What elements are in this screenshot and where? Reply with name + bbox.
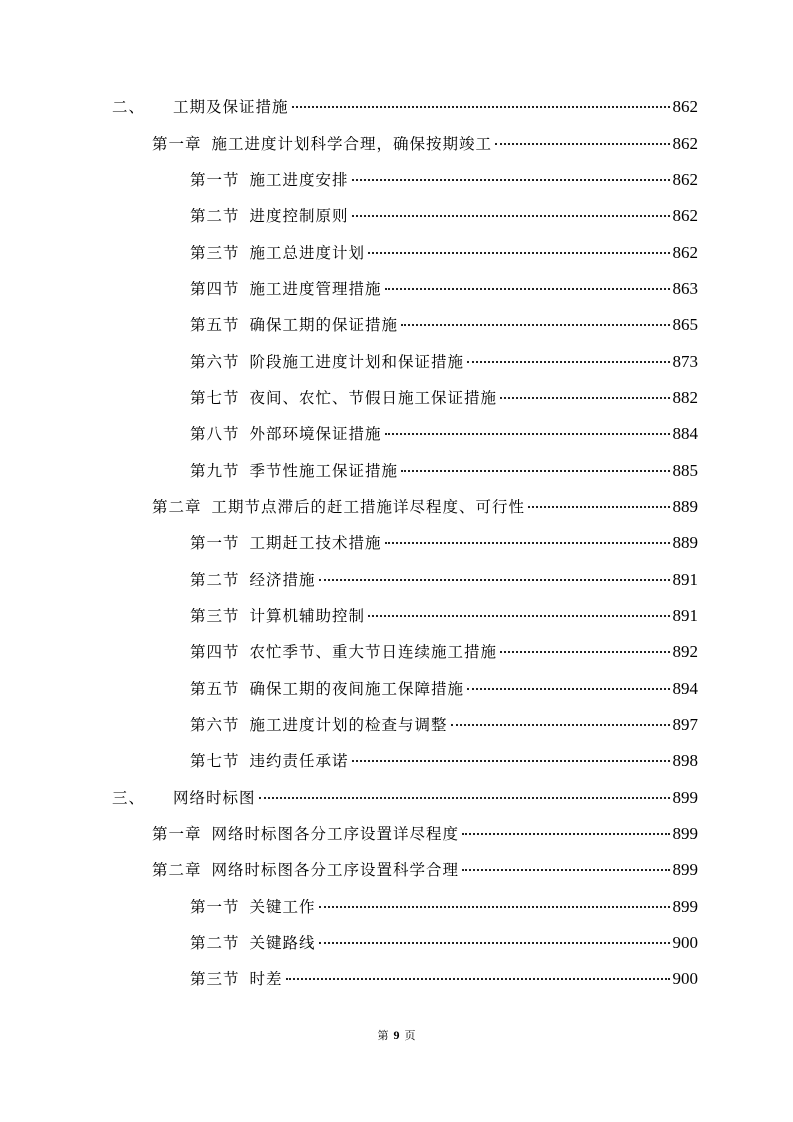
toc-entry-title: 夜间、农忙、节假日施工保证措施 bbox=[249, 388, 498, 407]
toc-entry-line bbox=[190, 424, 698, 444]
toc-entry[interactable] bbox=[0, 489, 793, 525]
toc-entry-page: 863 bbox=[672, 278, 698, 298]
toc-entry-line bbox=[190, 206, 698, 226]
toc-entry-page: 894 bbox=[672, 678, 698, 698]
toc-entry-number: 第一节 bbox=[190, 170, 240, 189]
toc-entry[interactable] bbox=[0, 671, 793, 707]
toc-entry-title: 确保工期的保证措施 bbox=[249, 316, 399, 335]
dot-leader bbox=[319, 906, 670, 908]
toc-entry-title: 进度控制原则 bbox=[249, 207, 349, 226]
toc-entry-number: 第八节 bbox=[190, 425, 240, 444]
toc-entry-number: 第四节 bbox=[190, 279, 240, 298]
toc-entry[interactable] bbox=[0, 925, 793, 961]
toc-entry-number: 第四节 bbox=[190, 643, 240, 662]
toc-entry-number: 第二章 bbox=[152, 861, 202, 880]
toc-entry-line bbox=[152, 134, 698, 154]
toc-entry-line bbox=[112, 97, 698, 117]
toc-entry-line bbox=[190, 315, 698, 335]
dot-leader bbox=[451, 724, 670, 726]
toc-entry-line bbox=[190, 642, 698, 662]
dot-leader bbox=[352, 760, 670, 762]
toc-entry-line bbox=[112, 788, 698, 808]
table-of-contents bbox=[0, 89, 793, 998]
toc-entry-page: 897 bbox=[672, 715, 698, 735]
toc-entry-number: 第一节 bbox=[190, 897, 240, 916]
toc-entry-line bbox=[190, 461, 698, 481]
toc-entry-line bbox=[190, 897, 698, 917]
toc-entry-title: 阶段施工进度计划和保证措施 bbox=[249, 352, 465, 371]
toc-entry-line bbox=[190, 933, 698, 953]
dot-leader bbox=[495, 143, 669, 145]
toc-entry-number: 第一章 bbox=[152, 134, 202, 153]
toc-entry-title: 确保工期的夜间施工保障措施 bbox=[249, 679, 465, 698]
toc-entry[interactable] bbox=[0, 343, 793, 379]
toc-entry-page: 862 bbox=[672, 242, 698, 262]
dot-leader bbox=[368, 252, 669, 254]
toc-entry-title: 工期赶工技术措施 bbox=[249, 534, 382, 553]
dot-leader bbox=[467, 361, 669, 363]
toc-entry-title: 农忙季节、重大节日连续施工措施 bbox=[249, 643, 498, 662]
dot-leader bbox=[385, 433, 670, 435]
dot-leader bbox=[259, 797, 670, 799]
toc-entry-title: 经济措施 bbox=[249, 570, 316, 589]
toc-entry-line bbox=[152, 497, 698, 517]
toc-entry-page: 889 bbox=[672, 533, 698, 553]
toc-entry[interactable] bbox=[0, 743, 793, 779]
toc-entry-title: 网络时标图各分工序设置详尽程度 bbox=[211, 825, 460, 844]
dot-leader bbox=[528, 506, 669, 508]
toc-entry-page: 892 bbox=[672, 642, 698, 662]
toc-entry[interactable] bbox=[0, 89, 793, 125]
toc-entry-title: 施工进度计划的检查与调整 bbox=[249, 716, 448, 735]
toc-entry-page: 891 bbox=[672, 569, 698, 589]
toc-entry-number: 第二章 bbox=[152, 497, 202, 516]
toc-entry-title: 施工进度计划科学合理，确保按期竣工 bbox=[211, 134, 493, 153]
toc-entry-page: 898 bbox=[672, 751, 698, 771]
toc-entry[interactable] bbox=[0, 271, 793, 307]
toc-entry-number: 第三节 bbox=[190, 606, 240, 625]
footer-page-number: 9 bbox=[393, 1028, 400, 1042]
toc-entry-line bbox=[190, 533, 698, 553]
dot-leader bbox=[385, 542, 670, 544]
toc-entry-number: 第一章 bbox=[152, 825, 202, 844]
toc-entry-title: 时差 bbox=[249, 970, 283, 989]
dot-leader bbox=[500, 397, 669, 399]
toc-entry-number: 第七节 bbox=[190, 752, 240, 771]
dot-leader bbox=[368, 615, 669, 617]
footer-suffix: 页 bbox=[404, 1030, 416, 1042]
toc-entry-title: 工期节点滞后的赶工措施详尽程度、可行性 bbox=[211, 497, 526, 516]
dot-leader bbox=[319, 579, 670, 581]
toc-entry-number: 第五节 bbox=[190, 679, 240, 698]
page-footer bbox=[0, 1027, 793, 1043]
toc-entry-page: 889 bbox=[672, 496, 698, 516]
toc-entry[interactable] bbox=[0, 852, 793, 888]
toc-entry-page: 862 bbox=[672, 97, 698, 117]
toc-entry-line bbox=[152, 860, 698, 880]
dot-leader bbox=[352, 179, 670, 181]
toc-entry-page: 865 bbox=[672, 315, 698, 335]
toc-entry-number: 第九节 bbox=[190, 461, 240, 480]
footer-prefix: 第 bbox=[377, 1030, 389, 1042]
toc-entry-title: 违约责任承诺 bbox=[249, 752, 349, 771]
toc-entry-number: 第二节 bbox=[190, 207, 240, 226]
toc-entry-line bbox=[190, 570, 698, 590]
toc-entry-page: 899 bbox=[672, 787, 698, 807]
toc-entry-line bbox=[190, 243, 698, 263]
toc-entry-title: 关键路线 bbox=[249, 934, 316, 953]
toc-entry-title: 网络时标图 bbox=[173, 788, 256, 807]
toc-entry-line bbox=[190, 170, 698, 190]
toc-entry-number: 第三节 bbox=[190, 970, 240, 989]
toc-entry-page: 899 bbox=[672, 896, 698, 916]
toc-entry-line bbox=[190, 606, 698, 626]
toc-entry-title: 外部环境保证措施 bbox=[249, 425, 382, 444]
toc-entry-number: 第二节 bbox=[190, 934, 240, 953]
toc-entry-page: 862 bbox=[672, 133, 698, 153]
toc-entry-page: 873 bbox=[672, 351, 698, 371]
dot-leader bbox=[352, 215, 670, 217]
dot-leader bbox=[467, 688, 669, 690]
toc-entry-number: 第六节 bbox=[190, 352, 240, 371]
toc-entry-line bbox=[190, 715, 698, 735]
toc-entry[interactable] bbox=[0, 780, 793, 816]
toc-entry[interactable] bbox=[0, 634, 793, 670]
toc-entry-page: 900 bbox=[672, 969, 698, 989]
toc-entry[interactable] bbox=[0, 889, 793, 925]
toc-entry-title: 季节性施工保证措施 bbox=[249, 461, 399, 480]
toc-entry-line bbox=[190, 969, 698, 989]
toc-entry[interactable] bbox=[0, 561, 793, 597]
toc-entry[interactable] bbox=[0, 380, 793, 416]
toc-entry-number: 三、 bbox=[112, 788, 146, 807]
toc-entry[interactable] bbox=[0, 162, 793, 198]
toc-entry-title: 施工进度安排 bbox=[249, 170, 349, 189]
toc-entry[interactable] bbox=[0, 416, 793, 452]
toc-entry-page: 900 bbox=[672, 933, 698, 953]
dot-leader bbox=[319, 942, 670, 944]
toc-entry[interactable] bbox=[0, 452, 793, 488]
dot-leader bbox=[500, 651, 669, 653]
toc-entry[interactable] bbox=[0, 307, 793, 343]
toc-entry[interactable] bbox=[0, 198, 793, 234]
toc-entry-page: 899 bbox=[672, 860, 698, 880]
dot-leader bbox=[286, 978, 670, 980]
toc-entry-number: 二、 bbox=[112, 98, 146, 117]
toc-entry-number: 第七节 bbox=[190, 388, 240, 407]
dot-leader bbox=[401, 470, 669, 472]
toc-entry-title: 工期及保证措施 bbox=[173, 98, 289, 117]
toc-entry[interactable] bbox=[0, 125, 793, 161]
toc-entry[interactable] bbox=[0, 234, 793, 270]
dot-leader bbox=[462, 869, 669, 871]
toc-entry-page: 882 bbox=[672, 387, 698, 407]
toc-entry-number: 第五节 bbox=[190, 316, 240, 335]
toc-entry[interactable] bbox=[0, 598, 793, 634]
toc-entry-line bbox=[152, 824, 698, 844]
toc-entry-line bbox=[190, 751, 698, 771]
toc-entry-page: 891 bbox=[672, 605, 698, 625]
toc-entry-number: 第三节 bbox=[190, 243, 240, 262]
toc-entry[interactable] bbox=[0, 525, 793, 561]
toc-entry[interactable] bbox=[0, 961, 793, 997]
toc-entry-page: 862 bbox=[672, 169, 698, 189]
toc-entry-number: 第一节 bbox=[190, 534, 240, 553]
toc-entry-line bbox=[190, 388, 698, 408]
toc-entry-page: 884 bbox=[672, 424, 698, 444]
dot-leader bbox=[385, 288, 670, 290]
toc-entry-title: 计算机辅助控制 bbox=[249, 606, 366, 625]
dot-leader bbox=[401, 324, 669, 326]
dot-leader bbox=[292, 106, 670, 108]
toc-entry-number: 第六节 bbox=[190, 716, 240, 735]
dot-leader bbox=[462, 833, 669, 835]
toc-entry-number: 第二节 bbox=[190, 570, 240, 589]
toc-entry-line bbox=[190, 352, 698, 372]
toc-entry-page: 862 bbox=[672, 206, 698, 226]
toc-entry-line bbox=[190, 279, 698, 299]
toc-entry-page: 885 bbox=[672, 460, 698, 480]
toc-entry[interactable] bbox=[0, 707, 793, 743]
toc-entry[interactable] bbox=[0, 816, 793, 852]
toc-entry-line bbox=[190, 679, 698, 699]
toc-entry-page: 899 bbox=[672, 824, 698, 844]
toc-entry-title: 网络时标图各分工序设置科学合理 bbox=[211, 861, 460, 880]
toc-entry-title: 施工总进度计划 bbox=[249, 243, 366, 262]
toc-entry-title: 关键工作 bbox=[249, 897, 316, 916]
toc-entry-title: 施工进度管理措施 bbox=[249, 279, 382, 298]
